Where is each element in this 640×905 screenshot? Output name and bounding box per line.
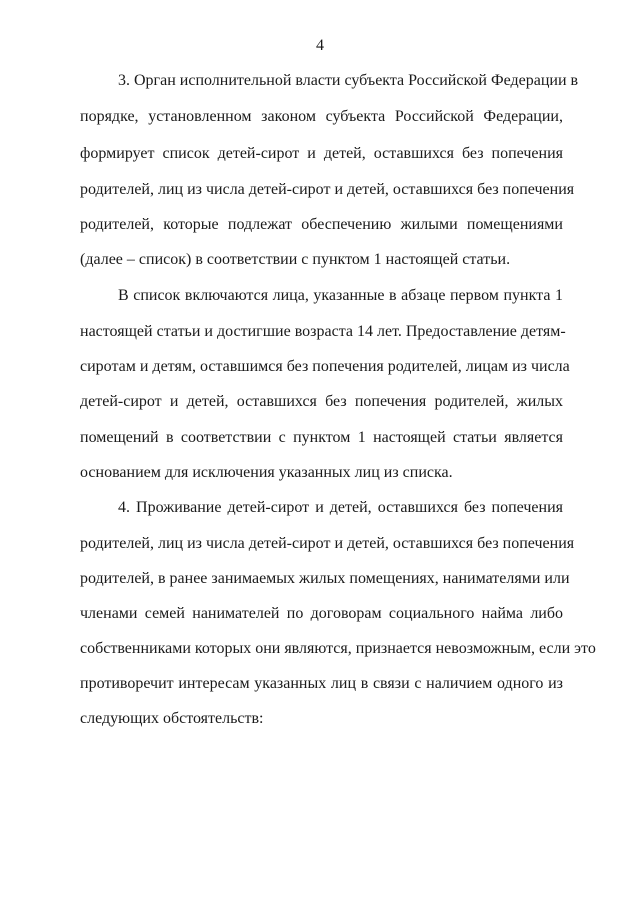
paragraph-3-line-2: порядке, установленном законом субъекта Российской Федерации,	[80, 108, 563, 125]
paragraph-list-line-2: настоящей статьи и достигшие возраста 14 лет. Предоставление детям-	[80, 323, 566, 340]
paragraph-3-line-3: формирует список детей-сирот и детей, оставшихся без попечения	[80, 145, 563, 162]
paragraph-list-line-6: основанием для исключения указанных лиц из списка.	[80, 464, 453, 481]
paragraph-list-line-5: помещений в соответствии с пунктом 1 настоящей статьи является	[80, 429, 563, 446]
paragraph-3-line-1: 3. Орган исполнительной власти субъекта Российской Федерации в	[118, 72, 579, 89]
paragraph-4-line-2: родителей, лиц из числа детей-сирот и детей, оставшихся без попечения	[80, 535, 575, 552]
paragraph-list-line-1: В список включаются лица, указанные в абзаце первом пункта 1	[118, 287, 563, 304]
paragraph-4-line-3: родителей, в ранее занимаемых жилых помещениях, нанимателями или	[80, 570, 570, 587]
paragraph-list-line-4: детей-сирот и детей, оставшихся без попечения родителей, жилых	[80, 393, 563, 410]
paragraph-3-line-5: родителей, которые подлежат обеспечению жилыми помещениями	[80, 216, 563, 233]
paragraph-4-line-4: членами семей нанимателей по договорам социального найма либо	[80, 605, 563, 622]
paragraph-4-line-5: собственниками которых они являются, признается невозможным, если это	[80, 640, 596, 657]
paragraph-4-line-1: 4. Проживание детей-сирот и детей, оставшихся без попечения	[118, 499, 563, 516]
page-number: 4	[316, 37, 324, 54]
paragraph-list-line-3: сиротам и детям, оставшимся без попечения родителей, лицам из числа	[80, 358, 570, 375]
paragraph-4-line-7: следующих обстоятельств:	[80, 710, 264, 727]
paragraph-3-line-6: (далее – список) в соответствии с пунктом 1 настоящей статьи.	[80, 251, 511, 268]
paragraph-4-line-6: противоречит интересам указанных лиц в связи с наличием одного из	[80, 675, 563, 692]
paragraph-3-line-4: родителей, лиц из числа детей-сирот и детей, оставшихся без попечения	[80, 181, 575, 198]
